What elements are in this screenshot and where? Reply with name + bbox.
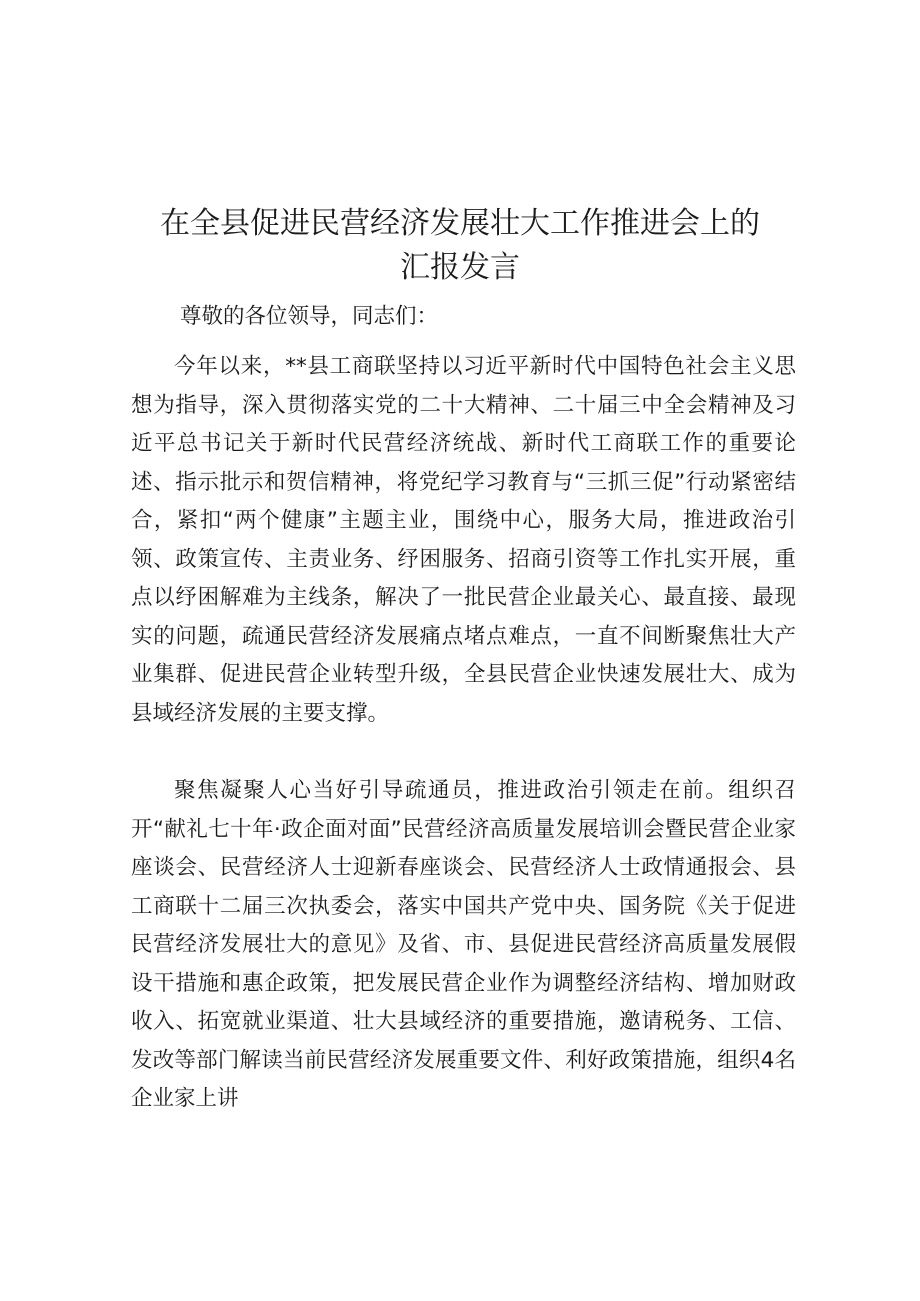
salutation: 尊敬的各位领导，同志们：	[180, 304, 439, 329]
document-title-line-1: 在全县促进民营经济发展壮大工作推进会上的	[160, 206, 760, 241]
body-paragraph: 聚焦凝聚人心当好引导疏通员，推进政治引领走在前。组织召开“献礼七十年·政企面对面”民营经济高质量发展培训会暨民营企业家座谈会、民营经济人士迎新春座谈会、民营经济人士政情通报会、县工商联十二届三次执委会，落实中国共产党中央、国务院《关于促进民营经济发展壮大的意见》及省、市、县促进民营经济高质量发展假设干措施和惠企政策，把发展民营企业作为调整经济结构、增加财政收入、拓宽就业渠道、壮大县域经济的重要措施，邀请税务、工信、发改等部门解读当前民营经济发展重要文件、利好政策措施，组织4名企业家上讲	[131, 778, 796, 1111]
body-paragraph: 今年以来，**县工商联坚持以习近平新时代中国特色社会主义思想为指导，深入贯彻落实党的二十大精神、二十届三中全会精神及习近平总书记关于新时代民营经济统战、新时代工商联工作的重要论述、指示批示和贺信精神，将党纪学习教育与“三抓三促”行动紧密结合，紧扣“两个健康”主题主业，围绕中心，服务大局，推进政治引领、政策宣传、主责业务、纾困服务、招商引资等工作扎实开展，重点以纾困解难为主线条，解决了一批民营企业最关心、最直接、最现实的问题，疏通民营经济发展痛点堵点难点，一直不间断聚焦壮大产业集群、促进民营企业转型升级，全县民营企业快速发展壮大、成为县域经济发展的主要支撑。	[131, 354, 796, 726]
document-title-line-2: 汇报发言	[400, 250, 520, 285]
